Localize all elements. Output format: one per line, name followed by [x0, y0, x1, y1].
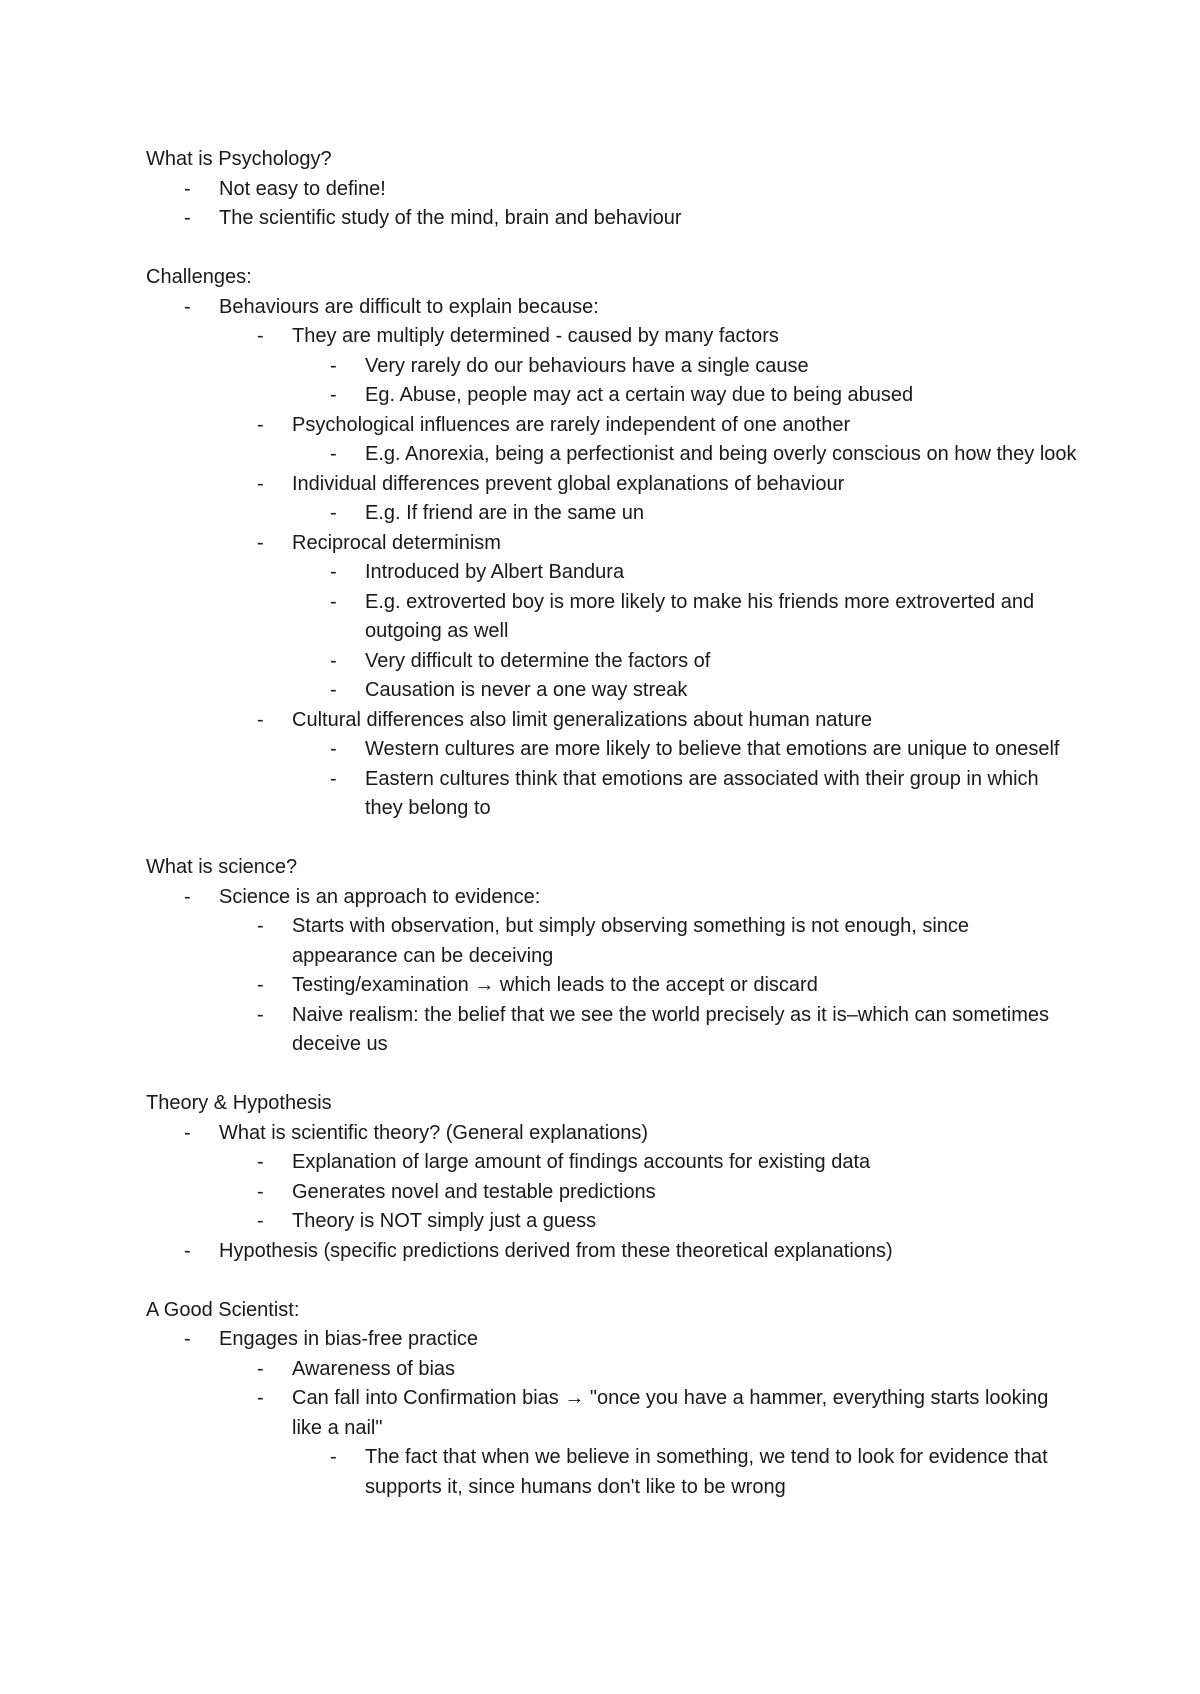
section-theory-hypothesis [146, 1089, 1080, 1266]
list-item-text: - The scientific study of the mind, brain and behaviour [219, 207, 682, 229]
bullet-list [146, 499, 1080, 529]
list-item-text: - Introduced by Albert Bandura [365, 561, 625, 583]
list-item-text: - Hypothesis (specific predictions derived from these theoretical explanations) [219, 1239, 893, 1262]
list-item-text: - Explanation of large amount of findings accounts for existing data [292, 1151, 871, 1173]
list-item [146, 765, 1080, 824]
list-item [146, 647, 1080, 677]
list-item [146, 1355, 1080, 1385]
list-item-text: - Cultural differences also limit generalizations about human nature [292, 708, 872, 731]
list-item [146, 175, 1080, 205]
list-item-text: - They are multiply determined - caused by many factors [292, 325, 779, 347]
list-item [146, 293, 1080, 824]
list-item-text: - Can fall into Confirmation bias → "once you have a hammer, everything starts looking like a nail" [292, 1387, 1049, 1439]
list-item [146, 440, 1080, 470]
list-item [146, 1119, 1080, 1237]
section-heading: Theory & Hypothesis [146, 1092, 332, 1114]
section-what-is-science [146, 853, 1080, 1060]
section-heading: A Good Scientist: [146, 1298, 300, 1321]
section-heading: Challenges: [146, 266, 252, 288]
list-item [146, 1325, 1080, 1502]
section-heading: What is Psychology? [146, 148, 332, 170]
bullet-list [146, 322, 1080, 824]
list-item [146, 1148, 1080, 1178]
bullet-list [146, 1355, 1080, 1503]
list-item [146, 558, 1080, 588]
list-item [146, 352, 1080, 382]
list-item-text: - Eg. Abuse, people may act a certain way due to being abused [365, 384, 914, 406]
list-item-text: - Behaviours are difficult to explain because: [219, 295, 599, 318]
section-what-is-psychology [146, 145, 1080, 234]
list-item [146, 676, 1080, 706]
list-item [146, 529, 1080, 706]
list-item-text: - What is scientific theory? (General explanations) [219, 1121, 649, 1144]
bullet-list [146, 883, 1080, 1060]
list-item-text: - Very difficult to determine the factors of [365, 649, 711, 672]
list-item [146, 322, 1080, 411]
list-item-text: - Theory is NOT simply just a guess [292, 1210, 597, 1232]
list-item-text: - E.g. If friend are in the same un [365, 502, 645, 524]
list-item [146, 381, 1080, 411]
list-item-text: - Starts with observation, but simply observing something is not enough, since appearance can be deceiving [292, 915, 970, 967]
bullet-list [146, 1148, 1080, 1237]
list-item [146, 706, 1080, 824]
list-item [146, 971, 1080, 1001]
list-item-text: - E.g. Anorexia, being a perfectionist and being overly conscious on how they look [365, 443, 1077, 465]
list-item [146, 883, 1080, 1060]
bullet-list [146, 1443, 1080, 1502]
bullet-list [146, 352, 1080, 411]
list-item-text: - Science is an approach to evidence: [219, 885, 541, 908]
list-item [146, 411, 1080, 470]
list-item [146, 588, 1080, 647]
list-item [146, 735, 1080, 765]
list-item-text: - Awareness of bias [292, 1357, 456, 1380]
list-item [146, 1178, 1080, 1208]
list-item-text: - Testing/examination → which leads to the accept or discard [292, 974, 818, 996]
bullet-list [146, 293, 1080, 824]
bullet-list [146, 1119, 1080, 1267]
bullet-list [146, 912, 1080, 1060]
list-item [146, 499, 1080, 529]
list-item [146, 1001, 1080, 1060]
bullet-list [146, 558, 1080, 706]
list-item [146, 204, 1080, 234]
section-heading: What is science? [146, 856, 298, 878]
list-item-text: - Not easy to define! [219, 177, 386, 200]
list-item [146, 1237, 1080, 1267]
list-item-text: - Very rarely do our behaviours have a single cause [365, 354, 809, 377]
list-item-text: - Reciprocal determinism [292, 531, 501, 554]
list-item [146, 912, 1080, 971]
list-item-text: - Individual differences prevent global explanations of behaviour [292, 472, 845, 495]
bullet-list [146, 1325, 1080, 1502]
bullet-list [146, 735, 1080, 824]
list-item [146, 1443, 1080, 1502]
list-item-text: - The fact that when we believe in something, we tend to look for evidence that supports it, since humans don't like to be wrong [365, 1446, 1048, 1498]
section-good-scientist [146, 1296, 1080, 1503]
list-item-text: - Western cultures are more likely to believe that emotions are unique to oneself [365, 738, 1060, 760]
list-item-text: - E.g. extroverted boy is more likely to make his friends more extroverted and outgoing as well [365, 590, 1035, 642]
section-challenges [146, 263, 1080, 824]
bullet-list [146, 175, 1080, 234]
list-item [146, 1207, 1080, 1237]
list-item-text: - Naive realism: the belief that we see the world precisely as it is–which can sometimes deceive us [292, 1003, 1049, 1055]
list-item [146, 1384, 1080, 1502]
list-item [146, 470, 1080, 529]
list-item-text: - Eastern cultures think that emotions are associated with their group in which they belong to [365, 767, 1039, 819]
bullet-list [146, 440, 1080, 470]
list-item-text: - Generates novel and testable predictions [292, 1180, 656, 1203]
list-item-text: - Psychological influences are rarely independent of one another [292, 413, 851, 436]
list-item-text: - Engages in bias-free practice [219, 1328, 479, 1350]
list-item-text: - Causation is never a one way streak [365, 679, 688, 701]
